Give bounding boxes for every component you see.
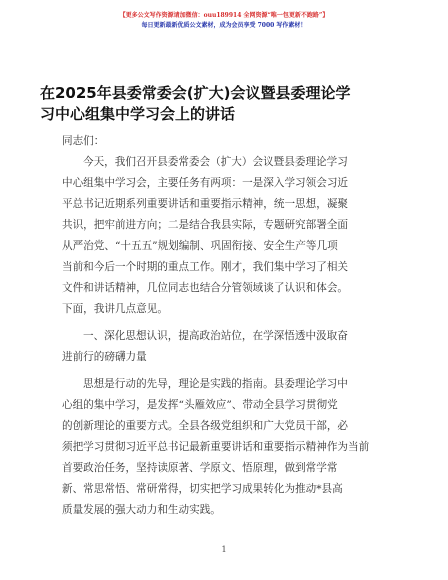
text-line: 质量发展的强大动力和生动实践。 [62, 504, 221, 516]
document-title [40, 83, 408, 125]
paragraph-intro [62, 152, 398, 320]
title-line: 在2025年县委常委会(扩大)会议暨县委理论学 [40, 84, 351, 102]
text-line: 下面，我讲几点意见。 [62, 303, 168, 315]
promo-banner-line-1: 【更多公文写作资源请加微信：ouu189914 全网资源“唯一包更新不跑路”】 [119, 12, 329, 19]
text-line: 从严治党、“十五五”规划编制、巩固衔接、安全生产等几项 [62, 240, 338, 252]
text-line: 进前行的磅礴力量 [62, 351, 147, 363]
text-line: 心组的集中学习，是发挥“头雁效应”、带动全县学习贯彻党 [62, 399, 338, 411]
document-body [62, 131, 398, 521]
text-line: 共识，把牢前进方向；二是结合我县实际，专题研究部署全面 [62, 219, 349, 231]
text-line: 当前和今后一个时期的重点工作。刚才，我们集中学习了相关 [62, 261, 349, 273]
text-line: 文件和讲话精神，几位同志也结合分管领域谈了认识和体会。 [62, 282, 349, 294]
text-line: 思想是行动的先导，理论是实践的指南。县委理论学习中 [83, 378, 348, 390]
text-line: 中心组集中学习会，主要任务有两项：一是深入学习领会习近 [62, 177, 349, 189]
section-heading-1 [62, 326, 398, 368]
text-line: 首要政治任务，坚持读原著、学原文、悟原理，做到常学常 [62, 462, 338, 474]
text-line: 一、深化思想认识，提高政治站位，在学深悟透中汲取奋 [83, 330, 348, 342]
title-line: 习中心组集中学习会上的讲话 [40, 105, 236, 123]
text-line: 平总书记近期系列重要讲话和重要指示精神，统一思想，凝聚 [62, 198, 349, 210]
text-line: 今天，我们召开县委常委会（扩大）会议暨县委理论学习 [83, 156, 348, 168]
text-line: 的创新理论的重要方式。全县各级党组织和广大党员干部，必 [62, 420, 349, 432]
text-line: 须把学习贯彻习近平总书记最新重要讲话和重要指示精神作为当前 [62, 441, 370, 453]
promo-banner-line-2: 每日更新最新优质公文素材，成为会员享受 7000 写作素材！ [141, 22, 307, 29]
text-line: 新、常思常悟、常研常得，切实把学习成果转化为推动*县高 [62, 483, 343, 495]
paragraph-section-1 [62, 374, 398, 521]
page-number: 1 [221, 545, 227, 554]
salutation: 同志们： [62, 135, 105, 147]
